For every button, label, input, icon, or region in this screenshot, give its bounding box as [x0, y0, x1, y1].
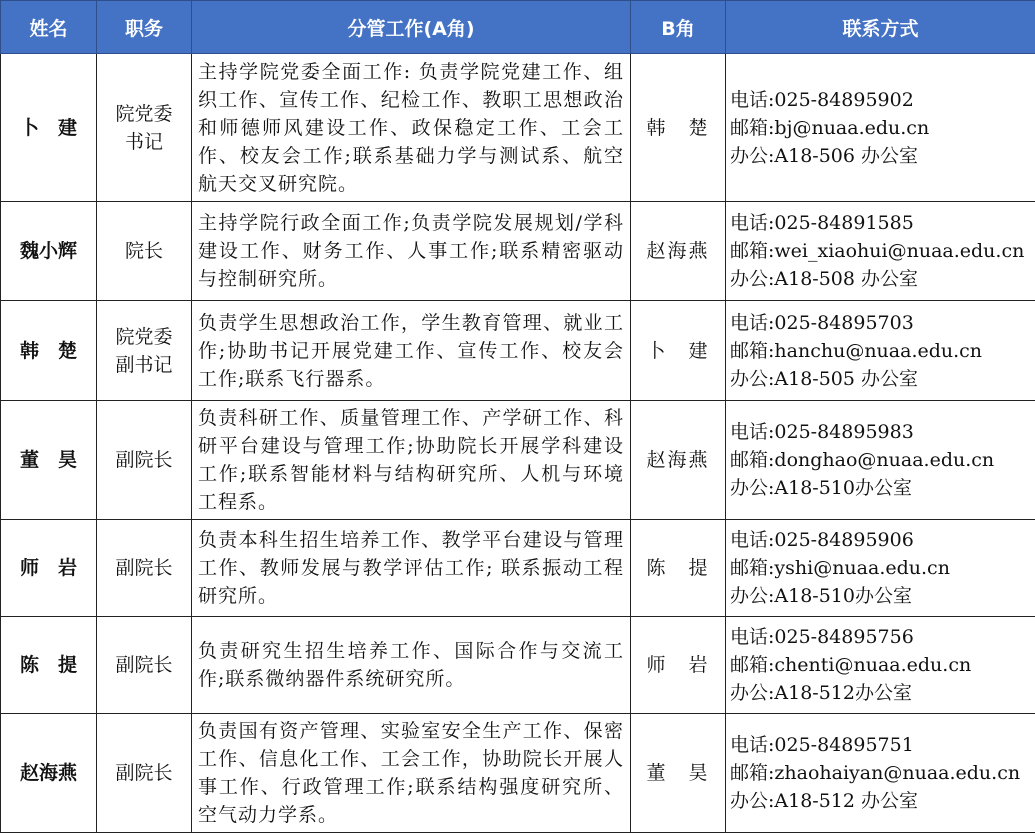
header-contact: 联系方式: [726, 1, 1035, 54]
cell-name: 师 岩: [1, 520, 97, 617]
header-name: 姓名: [1, 1, 97, 54]
contact-email: 邮箱:yshi@nuaa.edu.cn: [730, 554, 1031, 582]
role-text: 副院长: [108, 446, 180, 474]
cell-name: 赵海燕: [1, 714, 97, 833]
contact-office: 办公:A18-512 办公室: [730, 787, 1031, 815]
cell-role: [97, 714, 192, 833]
contact-office: 办公:A18-510办公室: [730, 474, 1031, 502]
cell-contact: [726, 714, 1035, 833]
contact-phone: 电话:025-84895983: [730, 418, 1031, 446]
contact-office: 办公:A18-505 办公室: [730, 365, 1031, 393]
cell-contact: [726, 202, 1035, 301]
cell-b-role: 师 岩: [631, 617, 726, 714]
cell-a-role: 负责国有资产管理、实验室安全生产工作、保密工作、信息化工作、工会工作，协助院长开展人事工作、行政管理工作;联系结构强度研究所、空气动力学系。: [192, 714, 631, 833]
cell-role: [97, 520, 192, 617]
cell-b-role: 赵海燕: [631, 202, 726, 301]
cell-role: [97, 401, 192, 520]
contact-email: 邮箱:chenti@nuaa.edu.cn: [730, 651, 1031, 679]
role-text: 副院长: [108, 554, 180, 582]
cell-name: 陈 提: [1, 617, 97, 714]
cell-contact: [726, 617, 1035, 714]
cell-a-role: 主持学院党委全面工作: 负责学院党建工作、组织工作、宣传工作、纪检工作、教职工思想政治和师德师风建设工作、政保稳定工作、工会工作、校友会工作;联系基础力学与测试系、航空航天交叉研究院。: [192, 54, 631, 202]
cell-b-role: 董 昊: [631, 714, 726, 833]
contact-office: 办公:A18-508 办公室: [730, 265, 1031, 293]
cell-name: 卜 建: [1, 54, 97, 202]
contact-office: 办公:A18-512办公室: [730, 679, 1031, 707]
contact-office: 办公:A18-510办公室: [730, 582, 1031, 610]
cell-b-role: 卜 建: [631, 301, 726, 401]
cell-name: 韩 楚: [1, 301, 97, 401]
cell-contact: [726, 520, 1035, 617]
contact-email: 邮箱:wei_xiaohui@nuaa.edu.cn: [730, 237, 1031, 265]
contact-email: 邮箱:bj@nuaa.edu.cn: [730, 114, 1031, 142]
contact-email: 邮箱:hanchu@nuaa.edu.cn: [730, 337, 1031, 365]
cell-b-role: 陈 提: [631, 520, 726, 617]
cell-role: [97, 202, 192, 301]
contact-phone: 电话:025-84895751: [730, 731, 1031, 759]
contact-office: 办公:A18-506 办公室: [730, 142, 1031, 170]
cell-role: [97, 617, 192, 714]
contact-phone: 电话:025-84895703: [730, 309, 1031, 337]
table-row: [1, 301, 1035, 401]
cell-b-role: 韩 楚: [631, 54, 726, 202]
role-text: 副院长: [108, 759, 180, 787]
header-b-role: B角: [631, 1, 726, 54]
cell-a-role: 负责研究生招生培养工作、国际合作与交流工作;联系微纳器件系统研究所。: [192, 617, 631, 714]
contact-phone: 电话:025-84891585: [730, 209, 1031, 237]
cell-name: 魏小辉: [1, 202, 97, 301]
cell-a-role: 负责本科生招生培养工作、教学平台建设与管理工作、教师发展与教学评估工作; 联系振动工程研究所。: [192, 520, 631, 617]
cell-contact: [726, 54, 1035, 202]
cell-contact: [726, 401, 1035, 520]
contact-phone: 电话:025-84895756: [730, 623, 1031, 651]
role-text: 院长: [108, 237, 180, 265]
contact-phone: 电话:025-84895902: [730, 86, 1031, 114]
table-row: [1, 520, 1035, 617]
cell-a-role: 负责学生思想政治工作，学生教育管理、就业工作;协助书记开展党建工作、宣传工作、校友会工作;联系飞行器系。: [192, 301, 631, 401]
role-text: 院党委书记: [108, 100, 180, 156]
table-row: [1, 54, 1035, 202]
cell-b-role: 赵海燕: [631, 401, 726, 520]
contact-phone: 电话:025-84895906: [730, 526, 1031, 554]
role-text: 院党委副书记: [108, 323, 180, 379]
table-header-row: [1, 1, 1035, 54]
header-a-role: 分管工作(A角): [192, 1, 631, 54]
header-role: 职务: [97, 1, 192, 54]
table-row: [1, 617, 1035, 714]
table-row: [1, 401, 1035, 520]
table-row: [1, 202, 1035, 301]
cell-name: 董 昊: [1, 401, 97, 520]
cell-a-role: 负责科研工作、质量管理工作、产学研工作、科研平台建设与管理工作;协助院长开展学科建设工作;联系智能材料与结构研究所、人机与环境工程系。: [192, 401, 631, 520]
contact-email: 邮箱:zhaohaiyan@nuaa.edu.cn: [730, 759, 1031, 787]
cell-contact: [726, 301, 1035, 401]
role-text: 副院长: [108, 651, 180, 679]
table-row: [1, 714, 1035, 833]
contact-email: 邮箱:donghao@nuaa.edu.cn: [730, 446, 1031, 474]
cell-a-role: 主持学院行政全面工作;负责学院发展规划/学科建设工作、财务工作、人事工作;联系精密驱动与控制研究所。: [192, 202, 631, 301]
cell-role: [97, 54, 192, 202]
cell-role: [97, 301, 192, 401]
